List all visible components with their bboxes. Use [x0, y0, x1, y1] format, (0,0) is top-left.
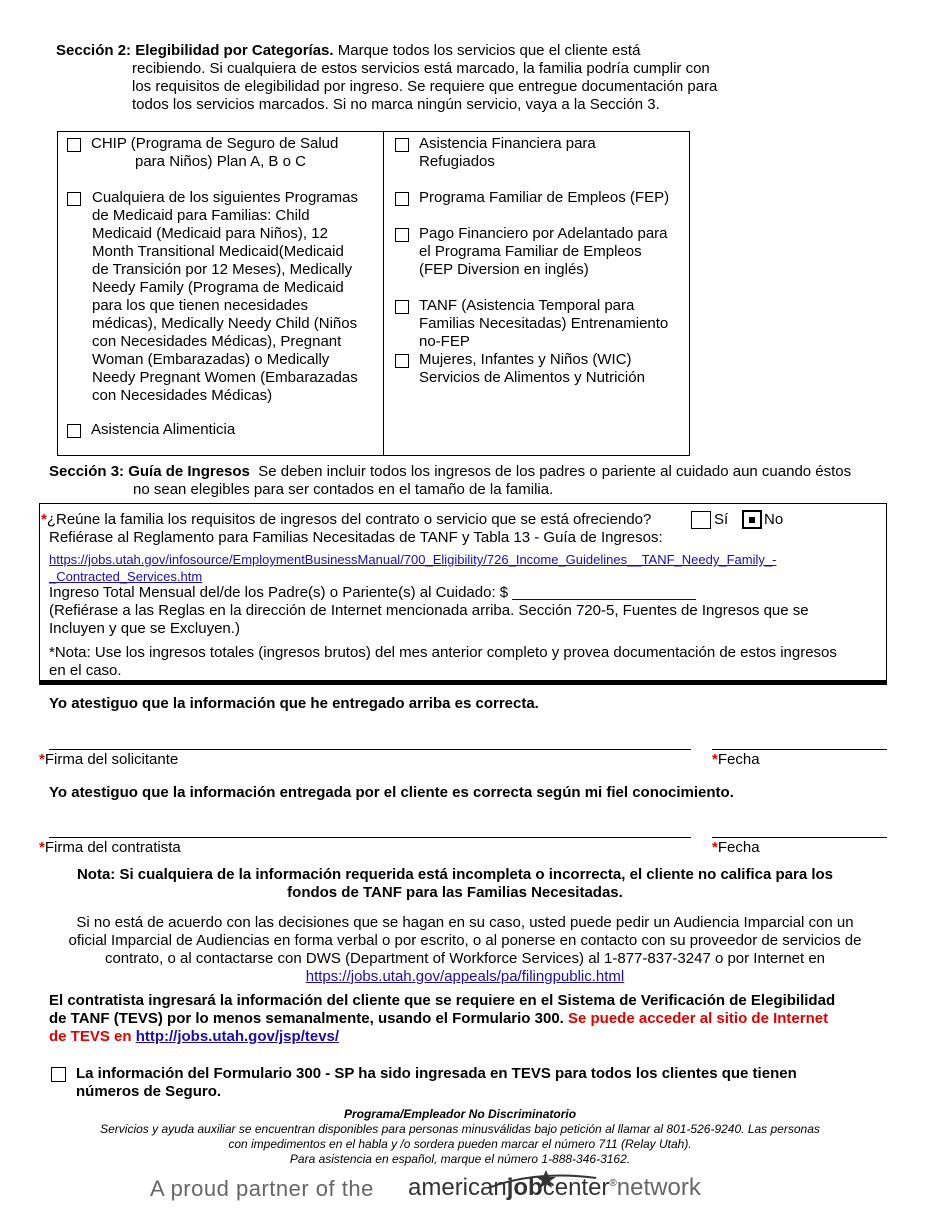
- label-wic: Mujeres, Infantes y Niños (WIC) Servicios de Alimentos y Nutrición: [419, 351, 645, 386]
- categories-table-divider: [383, 131, 384, 456]
- ajc-wordmark: americanjobcenter®network: [408, 1174, 701, 1201]
- section3-title: Sección 3: Guía de Ingresos: [49, 463, 250, 480]
- label-medicaid: Cualquiera de los siguientes Programas de Medicaid para Familias: Child Medicaid (Medicaid para Niños), 12 Month Transitional Medicaid(Medicaid de Transición por 12 Meses), Medically Needy Family (Programa de Medicaid para los que tienen necesidades médicas), Medically Needy Child (Niños con Necesidades Médicas), Pregnant Woman (Embarazadas) o Medically Needy Pregnant Women (Embarazadas con Necesidades Médicas): [92, 189, 358, 404]
- label-fep: Programa Familiar de Empleos (FEP): [419, 189, 670, 206]
- checkbox-tanf-training[interactable]: [395, 300, 409, 314]
- attest-contractor: Yo atestiguo que la información entregada por el cliente es correcta según mi fiel conocimiento.: [49, 784, 734, 801]
- eligibility-note: Nota: Si cualquiera de la información requerida está incompleta o incorrecta, el cliente no califica para los fondos de TANF para las Familias Necesitadas.: [76, 866, 834, 901]
- appeal-link[interactable]: https://jobs.utah.gov/appeals/pa/filingpublic.html: [305, 968, 625, 985]
- checkbox-fep[interactable]: [395, 192, 409, 206]
- checkbox-no-mark: [749, 517, 755, 523]
- required-asterisk: *: [41, 511, 47, 528]
- label-yes: Sí: [714, 511, 729, 528]
- income-guidelines-link[interactable]: [49, 551, 776, 585]
- label-fep-diversion: Pago Financiero por Adelantado para el Programa Familiar de Empleos (FEP Diversion en inglés): [419, 225, 668, 278]
- income-note: *Nota: Use los ingresos totales (ingresos brutos) del mes anterior completo y provea documentación de estos ingresos en el caso.: [49, 644, 837, 679]
- income-question-row: [41, 511, 651, 529]
- applicant-signature-line[interactable]: [49, 749, 691, 750]
- label-no: No: [764, 511, 784, 528]
- section2-intro-rest: recibiendo. Si cualquiera de estos servicios está marcado, la familia podría cumplir con los requisitos de elegibilidad por ingreso. Se requiere que entregue documentación para todos los servicios marcados. Si no marca ningún servicio, vaya a la Sección 3.: [132, 60, 718, 113]
- income-guidelines-url-1[interactable]: https://jobs.utah.gov/infosource/EmploymentBusinessManual/700_Eligibility/726_Income_Guidelines__TANF_Needy_Family_-: [49, 552, 777, 567]
- section3-intro-second: no sean elegibles para ser contados en el tamaño de la familia.: [133, 481, 554, 498]
- appeal-text: Si no está de acuerdo con las decisiones que se hagan en su caso, usted puede pedir un Audiencia Imparcial con un oficial Imparcial de Audiencias en forma verbal o por escrito, o al ponerse en contacto con su proveedor de servicios de contrato, o al contactarse con DWS (Department of Workforce Services) al 1-877-837-3247 o por Internet en https://jobs.utah.gov/appeals/pa/filingpublic.html: [68, 914, 862, 985]
- contractor-signature-label: *Firma del contratista: [39, 839, 181, 856]
- label-food-assistance: Asistencia Alimenticia: [91, 421, 236, 438]
- footer: Programa/Empleador No Discriminatorio Servicios y ayuda auxiliar se encuentran disponibles para personas minusválidas bajo petición al llamar al 801-526-9240. Las personas con impedimentos en el habla y /o sordera pueden marcar el número 711 (Relay Utah). Para asistencia en español, marque el número 1-888-346-3162.: [20, 1107, 900, 1167]
- income-question: ¿Reúne la familia los requisitos de ingresos del contrato o servicio que se está ofreciendo?: [46, 511, 652, 528]
- income-reference: Refiérase al Reglamento para Familias Necesitadas de TANF y Tabla 13 - Guía de Ingresos:: [49, 529, 663, 546]
- checkbox-medicaid[interactable]: [67, 192, 81, 206]
- checkbox-chip[interactable]: [67, 138, 81, 152]
- section3-intro: [49, 463, 929, 499]
- contractor-date-label: *Fecha: [712, 839, 760, 856]
- checkbox-form300[interactable]: [51, 1067, 66, 1082]
- applicant-date-line[interactable]: [712, 749, 887, 750]
- ajc-logo: [150, 1168, 770, 1208]
- section2-title: Sección 2: Elegibilidad por Categorías.: [56, 42, 334, 59]
- checkbox-food-assistance[interactable]: [67, 424, 81, 438]
- form300-text: La información del Formulario 300 - SP ha sido ingresada en TEVS para todos los clientes que tienen números de Seguro.: [76, 1065, 797, 1100]
- contractor-date-line[interactable]: [712, 837, 887, 838]
- checkbox-fep-diversion[interactable]: [395, 228, 409, 242]
- income-rules-text: (Refiérase a las Reglas en la dirección de Internet mencionada arriba. Sección 720-5, Fuentes de Ingresos que se Incluyen y que se Excluyen.): [49, 602, 809, 637]
- income-total-field[interactable]: Ingreso Total Mensual del/de los Padre(s) o Pariente(s) al Cuidado: $ ______________________: [49, 584, 696, 601]
- income-box-bottom-rule: [39, 680, 887, 685]
- checkbox-no[interactable]: [742, 510, 762, 529]
- checkbox-wic[interactable]: [395, 354, 409, 368]
- label-chip: CHIP (Programa de Seguro de Salud para Niños) Plan A, B o C: [91, 135, 339, 170]
- section2-intro-first: Marque todos los servicios que el cliente está: [337, 42, 641, 59]
- checkbox-yes[interactable]: [691, 511, 711, 529]
- checkbox-refugee[interactable]: [395, 138, 409, 152]
- applicant-signature-label: *Firma del solicitante: [39, 751, 179, 768]
- income-guidelines-url-2[interactable]: _Contracted_Services.htm: [49, 569, 203, 584]
- tevs-link[interactable]: http://jobs.utah.gov/jsp/tevs/: [135, 1028, 340, 1045]
- footer-title: Programa/Empleador No Discriminatorio: [343, 1107, 577, 1121]
- applicant-date-label: *Fecha: [712, 751, 760, 768]
- section2-intro: [56, 42, 876, 114]
- tevs-text: El contratista ingresará la información del cliente que se requiere en el Sistema de Verificación de Elegibilidad de TANF (TEVS) por lo menos semanalmente, usando el Formulario 300. Se puede acceder al sitio de Internet de TEVS en http://jobs.utah.gov/jsp/tevs/: [49, 992, 836, 1045]
- attest-applicant: Yo atestiguo que la información que he entregado arriba es correcta.: [49, 695, 539, 712]
- contractor-signature-line[interactable]: [49, 837, 691, 838]
- label-refugee: Asistencia Financiera para Refugiados: [419, 135, 596, 170]
- label-tanf-training: TANF (Asistencia Temporal para Familias Necesitadas) Entrenamiento no-FEP: [419, 297, 669, 350]
- ajc-prefix: A proud partner of the: [150, 1176, 374, 1201]
- section3-intro-first: Se deben incluir todos los ingresos de los padres o pariente al cuidado aun cuando éstos: [258, 463, 852, 480]
